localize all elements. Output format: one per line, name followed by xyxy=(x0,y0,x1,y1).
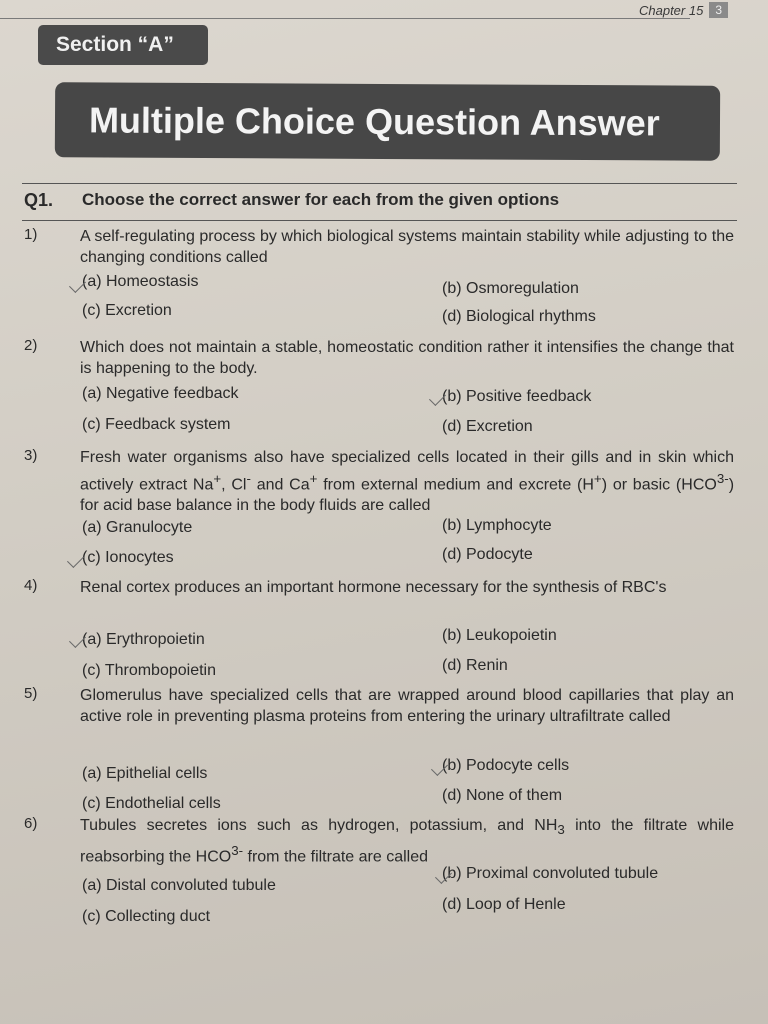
option-a: (a) Negative feedback xyxy=(82,385,239,402)
option-d: (d) Renin xyxy=(442,657,508,674)
option-c: (c) Collecting duct xyxy=(82,908,211,925)
option-d: (d) Podocyte xyxy=(442,546,533,563)
option-a: (a) Epithelial cells xyxy=(82,765,208,782)
option-b: (b) Leukopoietin xyxy=(442,627,557,644)
question-number: 4) xyxy=(24,577,38,594)
question-stem: Glomerulus have specialized cells that are wrapped around blood capillaries that play an active role in preventing plasma proteins from entering the urinary ultrafiltrate called xyxy=(80,687,734,725)
question-number: 3) xyxy=(24,447,38,464)
question-stem: Renal cortex produces an important hormone necessary for the synthesis of RBC's xyxy=(80,579,667,596)
question-stem: A self-regulating process by which biological systems maintain stability while adjusting to the changing conditions called xyxy=(80,228,734,266)
question-stem: Tubules secretes ions such as hydrogen, potassium, and $NH_3$ into the filtrate while reabsorbing the $HCO^{3-}$ from the filtrate are called xyxy=(80,817,734,866)
option-c: (c) Feedback system xyxy=(82,416,231,433)
option-a: (a) Homeostasis xyxy=(82,273,199,290)
question-stem: Fresh water organisms also have specialized cells located in their gills and in skin which actively extract Na+, Cl- and Ca+ from external medium and excrete (H+) or basic $(HCO^{3-})$ for acid base balance in the body fluids are called xyxy=(80,449,735,515)
q1-label: Q1. xyxy=(24,190,54,210)
question-number: 1) xyxy=(24,226,38,243)
q1-instruction: Choose the correct answer for each from the given options xyxy=(82,190,560,209)
page-header xyxy=(639,0,728,20)
option-c: (c) Thrombopoietin xyxy=(82,662,216,679)
option-a: (a) Distal convoluted tubule xyxy=(82,877,276,894)
option-b: (b) Positive feedback xyxy=(442,388,592,405)
option-c: (c) Ionocytes xyxy=(82,549,174,566)
chapter-number-badge: 3 xyxy=(709,2,728,18)
option-d: (d) None of them xyxy=(442,787,563,804)
banner-title: Multiple Choice Question Answer xyxy=(55,82,720,160)
option-b: (b) Podocyte cells xyxy=(442,757,570,774)
option-a: (a) Erythropoietin xyxy=(82,631,205,648)
option-c: (c) Excretion xyxy=(82,302,172,319)
option-b: (b) Osmoregulation xyxy=(442,280,579,297)
question-number: 6) xyxy=(24,815,38,832)
question-number: 2) xyxy=(24,337,38,354)
option-d: (d) Biological rhythms xyxy=(442,308,596,325)
option-b: (b) Lymphocyte xyxy=(442,517,552,534)
question-stem: Which does not maintain a stable, homeostatic condition rather it intensifies the change that is happening to the body. xyxy=(80,339,734,377)
option-d: (d) Loop of Henle xyxy=(442,896,566,913)
option-a: (a) Granulocyte xyxy=(82,519,193,536)
q1-header xyxy=(22,183,737,221)
option-d: (d) Excretion xyxy=(442,418,533,435)
question-number: 5) xyxy=(24,685,38,702)
option-c: (c) Endothelial cells xyxy=(82,795,221,812)
section-tag: Section “A” xyxy=(38,25,208,65)
option-b: (b) Proximal convoluted tubule xyxy=(442,865,659,882)
chapter-label: Chapter 15 xyxy=(638,2,704,18)
header-rule xyxy=(0,18,690,19)
